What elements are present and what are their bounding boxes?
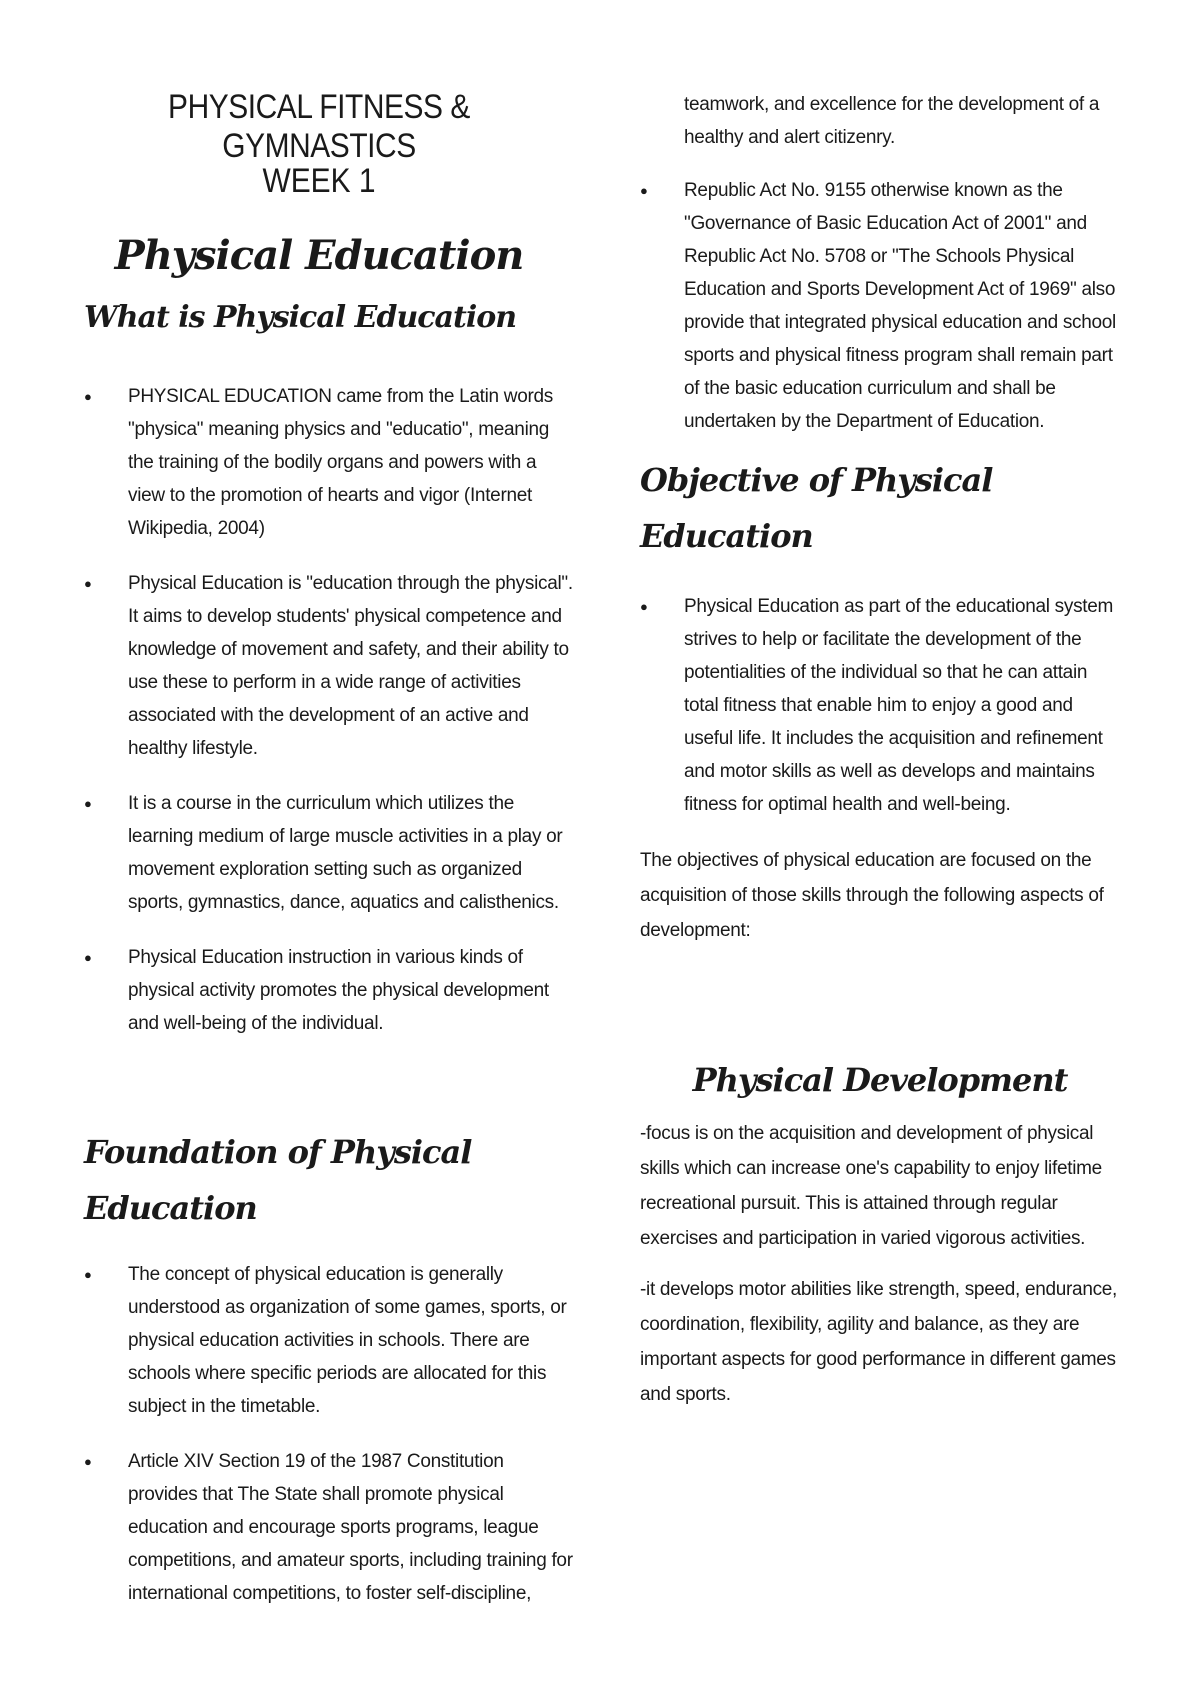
list-item: ● Physical Education as part of the educational system strives to help or facilitate the development of the potentialities of the individual so that he can attain total fitness that enable him to enjoy a good and useful life. It includes the acquisition and refinement and motor skills as well as develops and maintains fitness for optimal health and well-being. bbox=[684, 590, 1120, 821]
foundation-heading: Foundation of Physical Education bbox=[84, 1133, 472, 1227]
list-item: ● Physical Education instruction in various kinds of physical activity promotes the physical development and well-being of the individual. bbox=[128, 941, 576, 1040]
objective-heading: Objective of Physical Education bbox=[640, 461, 993, 555]
list-item: ● Article XIV Section 19 of the 1987 Constitution provides that The State shall promote physical education and encourage sports programs, league competitions, and amateur sports, including training for international competitions, to foster self-discipline, bbox=[128, 1445, 576, 1610]
list-item: ● PHYSICAL EDUCATION came from the Latin words "physica" meaning physics and "educatio", meaning the training of the bodily organs and powers with a view to the promotion of hearts and vigor (Internet Wikipedia, 2004) bbox=[128, 380, 576, 545]
physical-development-heading: Physical Development bbox=[692, 1061, 1068, 1099]
list-item: ● It is a course in the curriculum which utilizes the learning medium of large muscle activities in a play or movement exploration setting such as organized sports, gymnastics, dance, aquatics and calisthenics. bbox=[128, 787, 576, 919]
list-item: ● Physical Education is "education through the physical". It aims to develop students' physical competence and knowledge of movement and safety, and their ability to use these to perform in a wide range of activities associated with the development of an active and healthy lifestyle. bbox=[128, 567, 576, 765]
continuation-text: teamwork, and excellence for the development of a healthy and alert citizenry. bbox=[684, 94, 1100, 148]
list-item: ● The concept of physical education is generally understood as organization of some games, sports, or physical education activities in schools. There are schools where specific periods are allocated for this subject in the timetable. bbox=[128, 1258, 576, 1423]
what-is-section bbox=[84, 380, 576, 1062]
foundation-section bbox=[84, 1124, 576, 1632]
objectives-paragraph: The objectives of physical education are focused on the acquisition of those skills through the following aspects of development: bbox=[640, 850, 1104, 941]
physical-development-section bbox=[640, 1052, 1120, 1412]
list-item: ● Republic Act No. 9155 otherwise known as the "Governance of Basic Education Act of 2001" and Republic Act No. 5708 or "The Schools Physical Education and Sports Development Act of 1969" also provide that integrated physical education and school sports and physical fitness program shall remain part of the basic education curriculum and shall be undertaken by the Department of Education. bbox=[684, 174, 1120, 438]
objective-section bbox=[640, 452, 1120, 948]
course-title: PHYSICAL FITNESS & GYMNASTICS bbox=[168, 88, 470, 165]
objective-list bbox=[640, 590, 1120, 821]
main-heading: Physical Education bbox=[114, 232, 524, 279]
physical-development-paragraph: -focus is on the acquisition and development of physical skills which can increase one's capability to enjoy lifetime recreational pursuit. This is attained through regular exercises and participation in varied vigorous activities. bbox=[640, 1123, 1102, 1249]
week-label: WEEK 1 bbox=[262, 162, 376, 200]
right-top-section bbox=[640, 88, 1120, 460]
what-is-list bbox=[84, 380, 576, 1040]
republic-list bbox=[640, 174, 1120, 438]
physical-development-paragraph: -it develops motor abilities like strength, speed, endurance, coordination, flexibility, agility and balance, as they are important aspects for good performance in different games and sports. bbox=[640, 1279, 1118, 1405]
foundation-list bbox=[84, 1258, 576, 1610]
what-is-heading: What is Physical Education bbox=[84, 300, 517, 335]
